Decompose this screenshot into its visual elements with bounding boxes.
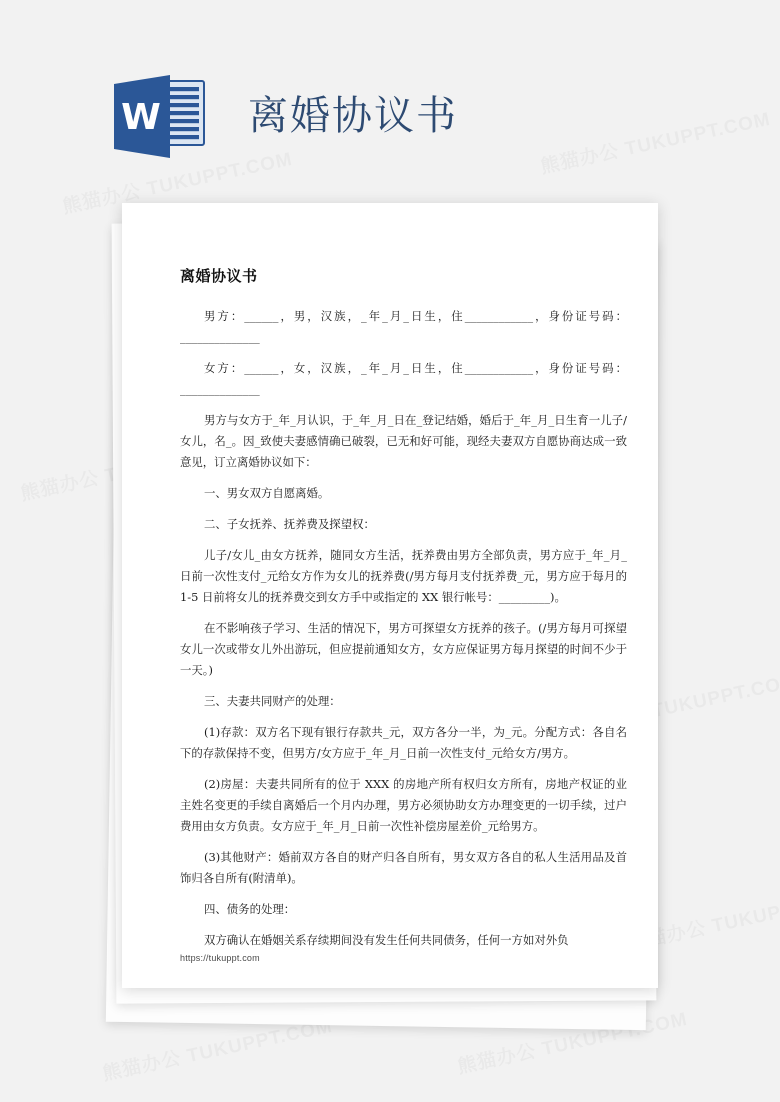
document-body (180, 265, 627, 951)
document-paragraph: 女方：______，女，汉族，_年_月_日生，住____________，身份证号码：______________ (180, 361, 627, 396)
document-paragraph: 二、子女抚养、抚养费及探望权： (204, 517, 375, 531)
document-heading: 离婚协议书 (180, 267, 258, 285)
document-paragraph: 男方与女方于_年_月认识，于_年_月_日在_登记结婚，婚后于_年_月_日生育一儿子/女儿，名_。因_致使夫妻感情确已破裂，已无和好可能，现经夫妻双方自愿协商达成一致意见，订立离婚协议如下： (180, 413, 627, 469)
document-paragraph: 男方：______，男，汉族，_年_月_日生，住____________，身份证号码：______________ (180, 309, 627, 344)
document-paragraph: 双方确认在婚姻关系存续期间没有发生任何共同债务，任何一方如对外负 (204, 933, 569, 947)
document-page (122, 203, 658, 988)
document-paragraph: 在不影响孩子学习、生活的情况下，男方可探望女方抚养的孩子。(/男方每月可探望女儿一次或带女儿外出游玩，但应提前通知女方，女方应保证男方每月探望的时间不少于一天。) (180, 621, 627, 677)
document-paragraph: 四、债务的处理： (204, 902, 296, 916)
word-document-icon (110, 72, 208, 162)
page-title: 离婚协议书 (248, 93, 458, 139)
document-paragraph: 三、夫妻共同财产的处理： (204, 694, 341, 708)
document-paragraph: (3)其他财产：婚前双方各自的财产归各自所有，男女双方各自的私人生活用品及首饰归各自所有(附清单)。 (180, 850, 627, 885)
page-header (0, 0, 780, 200)
document-paragraph: (2)房屋：夫妻共同所有的位于 XXX 的房地产所有权归女方所有，房地产权证的业主姓名变更的手续自离婚后一个月内办理，男方必须协助女方办理变更的一切手续，过户费用由女方负责。女方应于_年_月_日前一次性补偿房屋差价_元给男方。 (180, 777, 627, 833)
document-paragraph: 儿子/女儿_由女方抚养，随同女方生活，抚养费由男方全部负责，男方应于_年_月_日前一次性支付_元给女方作为女儿的抚养费(/男方每月支付抚养费_元，男方应于每月的 1-5 日前将女儿的抚养费交到女方手中或指定的 XX 银行帐号：_________)。 (180, 548, 627, 604)
document-footer-url: https://tukuppt.com (180, 953, 260, 963)
document-paragraph: 一、男女双方自愿离婚。 (204, 486, 330, 500)
document-paragraph: (1)存款：双方名下现有银行存款共_元，双方各分一半，为_元。分配方式：各自名下的存款保持不变，但男方/女方应于_年_月_日前一次性支付_元给女方/男方。 (180, 725, 627, 760)
svg-text:W: W (121, 97, 161, 138)
